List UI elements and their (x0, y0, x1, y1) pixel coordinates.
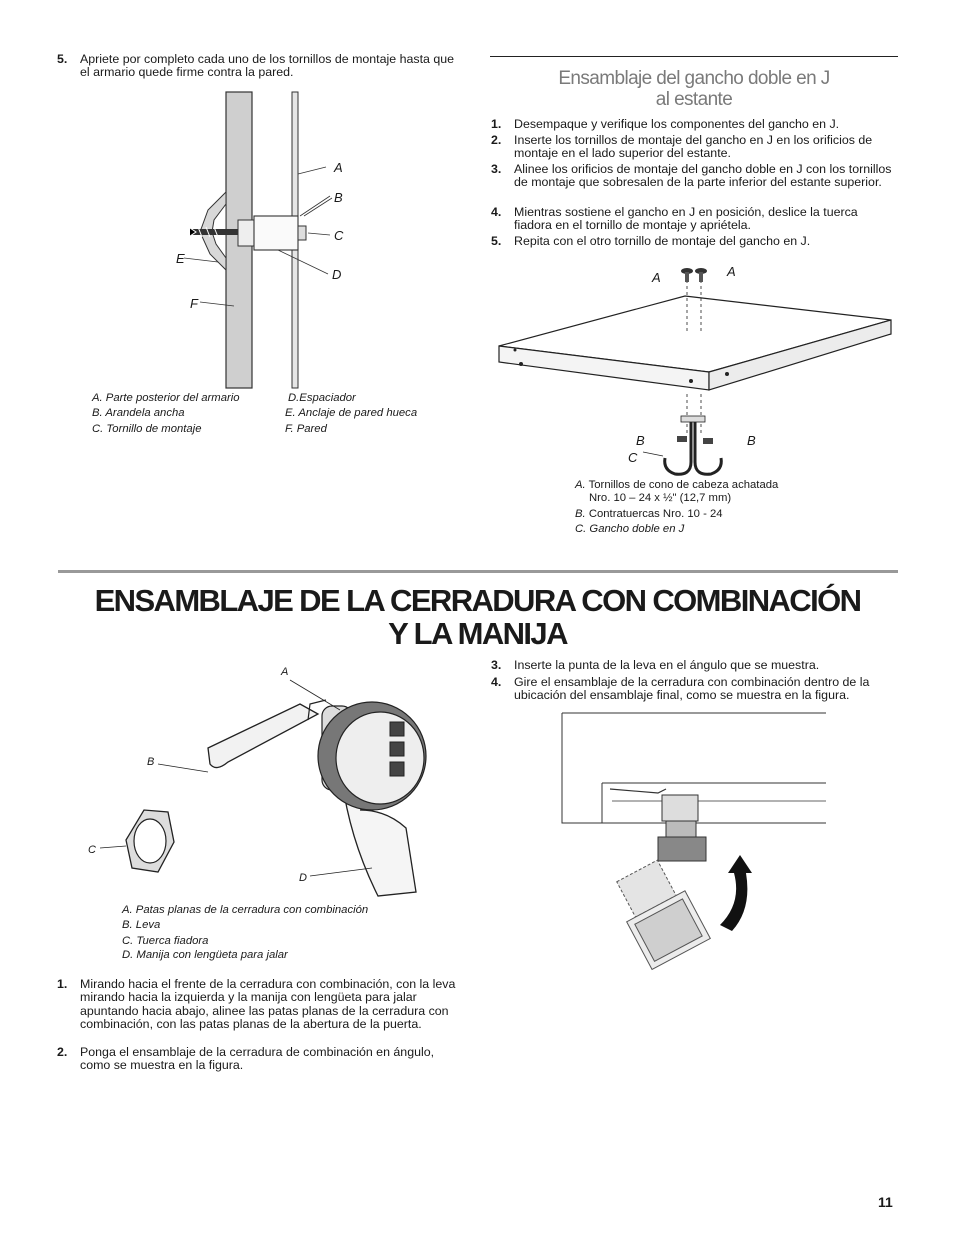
combination-lock-diagram (110, 660, 440, 905)
main-section-title (60, 584, 895, 650)
section-divider-thick (58, 570, 898, 573)
lock-label-c: C (88, 844, 96, 856)
wall-anchor-diagram (170, 92, 350, 392)
label-e: E (176, 251, 185, 266)
shelf-label-b2: B (747, 433, 756, 448)
shelf-label-c: C (628, 450, 638, 465)
shelf-caption-b: B. Contratuercas Nro. 10 - 24 (575, 508, 723, 520)
subsection-title (490, 68, 898, 110)
shelf-label-a1: A (652, 270, 661, 285)
caption-c: C. Tornillo de montaje (92, 423, 202, 435)
shelf-caption-a: A. Tornillos de cono de cabeza achatada Nro. 10 – 24 x ½" (12,7 mm) (575, 479, 779, 504)
main-title-line2: Y LA MANIJA (388, 616, 567, 651)
jhook-step-3: 3. Alinee los orificios de montaje del gancho doble en J con los tornillos de montaje que sobresalen de la parte inferior del estante superior. (491, 162, 892, 190)
step-5-wall-mount (57, 53, 467, 80)
jhook-step-4: 4. Mientras sostiene el gancho en J en posición, deslice la tuerca fiadora en el tornillo de montaje y apriétela. (491, 205, 858, 233)
caption-d: D.Espaciador (288, 392, 356, 404)
label-a: A (334, 160, 343, 175)
lock-step-1: 1. Mirando hacia el frente de la cerradura con combinación, con la leva mirando hacia la izquierda y la manija con lengüeta para jalar apuntando hacia abajo, alinee las patas planas de la cerradura con combinación, con las patas planas de la abertura de la puerta. (57, 977, 456, 1032)
step-number: 5. (57, 52, 68, 66)
shelf-label-a2: A (727, 264, 736, 279)
lock-step-3: 3. Inserte la punta de la leva en el ángulo que se muestra. (491, 658, 820, 672)
caption-b: B. Arandela ancha (92, 407, 185, 419)
lock-label-a: A (281, 666, 289, 678)
lock-install-rotation-diagram (562, 713, 832, 983)
lock-caption-d: D. Manija con lengüeta para jalar (122, 949, 288, 961)
shelf-jhook-diagram (495, 262, 895, 472)
section-divider-thin (490, 56, 898, 57)
lock-step-2: 2. Ponga el ensamblaje de la cerradura de combinación en ángulo, como se muestra en la figura. (57, 1045, 435, 1073)
label-c: C (334, 228, 344, 243)
jhook-step-1: 1. Desempaque y verifique los componentes del gancho en J. (491, 117, 840, 131)
caption-e: E. Anclaje de pared hueca (285, 407, 418, 419)
page-number: 11 (878, 1194, 893, 1210)
caption-a: A. Parte posterior del armario (92, 392, 240, 404)
jhook-step-2: 2. Inserte los tornillos de montaje del gancho en J en los orificios de montaje en el lado superior del estante. (491, 133, 873, 161)
label-f: F (190, 296, 198, 311)
lock-step-4: 4. Gire el ensamblaje de la cerradura con combinación dentro de la ubicación del ensamblaje final, como se muestra en la figura. (491, 675, 870, 703)
subsection-title-line1: Ensamblaje del gancho doble en J (558, 68, 830, 89)
lock-caption-c: C. Tuerca fiadora (122, 935, 209, 947)
shelf-label-b1: B (636, 433, 645, 448)
lock-caption-a: A. Patas planas de la cerradura con combinación (122, 904, 369, 916)
shelf-caption-c: C. Gancho doble en J (575, 523, 685, 535)
caption-f: F. Pared (285, 423, 327, 435)
subsection-title-line2: al estante (655, 89, 733, 110)
lock-label-d: D (299, 872, 307, 884)
main-title-line1: ENSAMBLAJE DE LA CERRADURA CON COMBINACIÓN (94, 583, 861, 618)
lock-label-b: B (147, 756, 155, 768)
step-text: Apriete por completo cada uno de los tornillos de montaje hasta que el armario quede firme contra la pared. (80, 52, 455, 80)
label-b: B (334, 190, 343, 205)
jhook-step-5: 5. Repita con el otro tornillo de montaje del gancho en J. (491, 234, 811, 248)
label-d: D (332, 267, 342, 282)
lock-caption-b: B. Leva (122, 919, 161, 931)
